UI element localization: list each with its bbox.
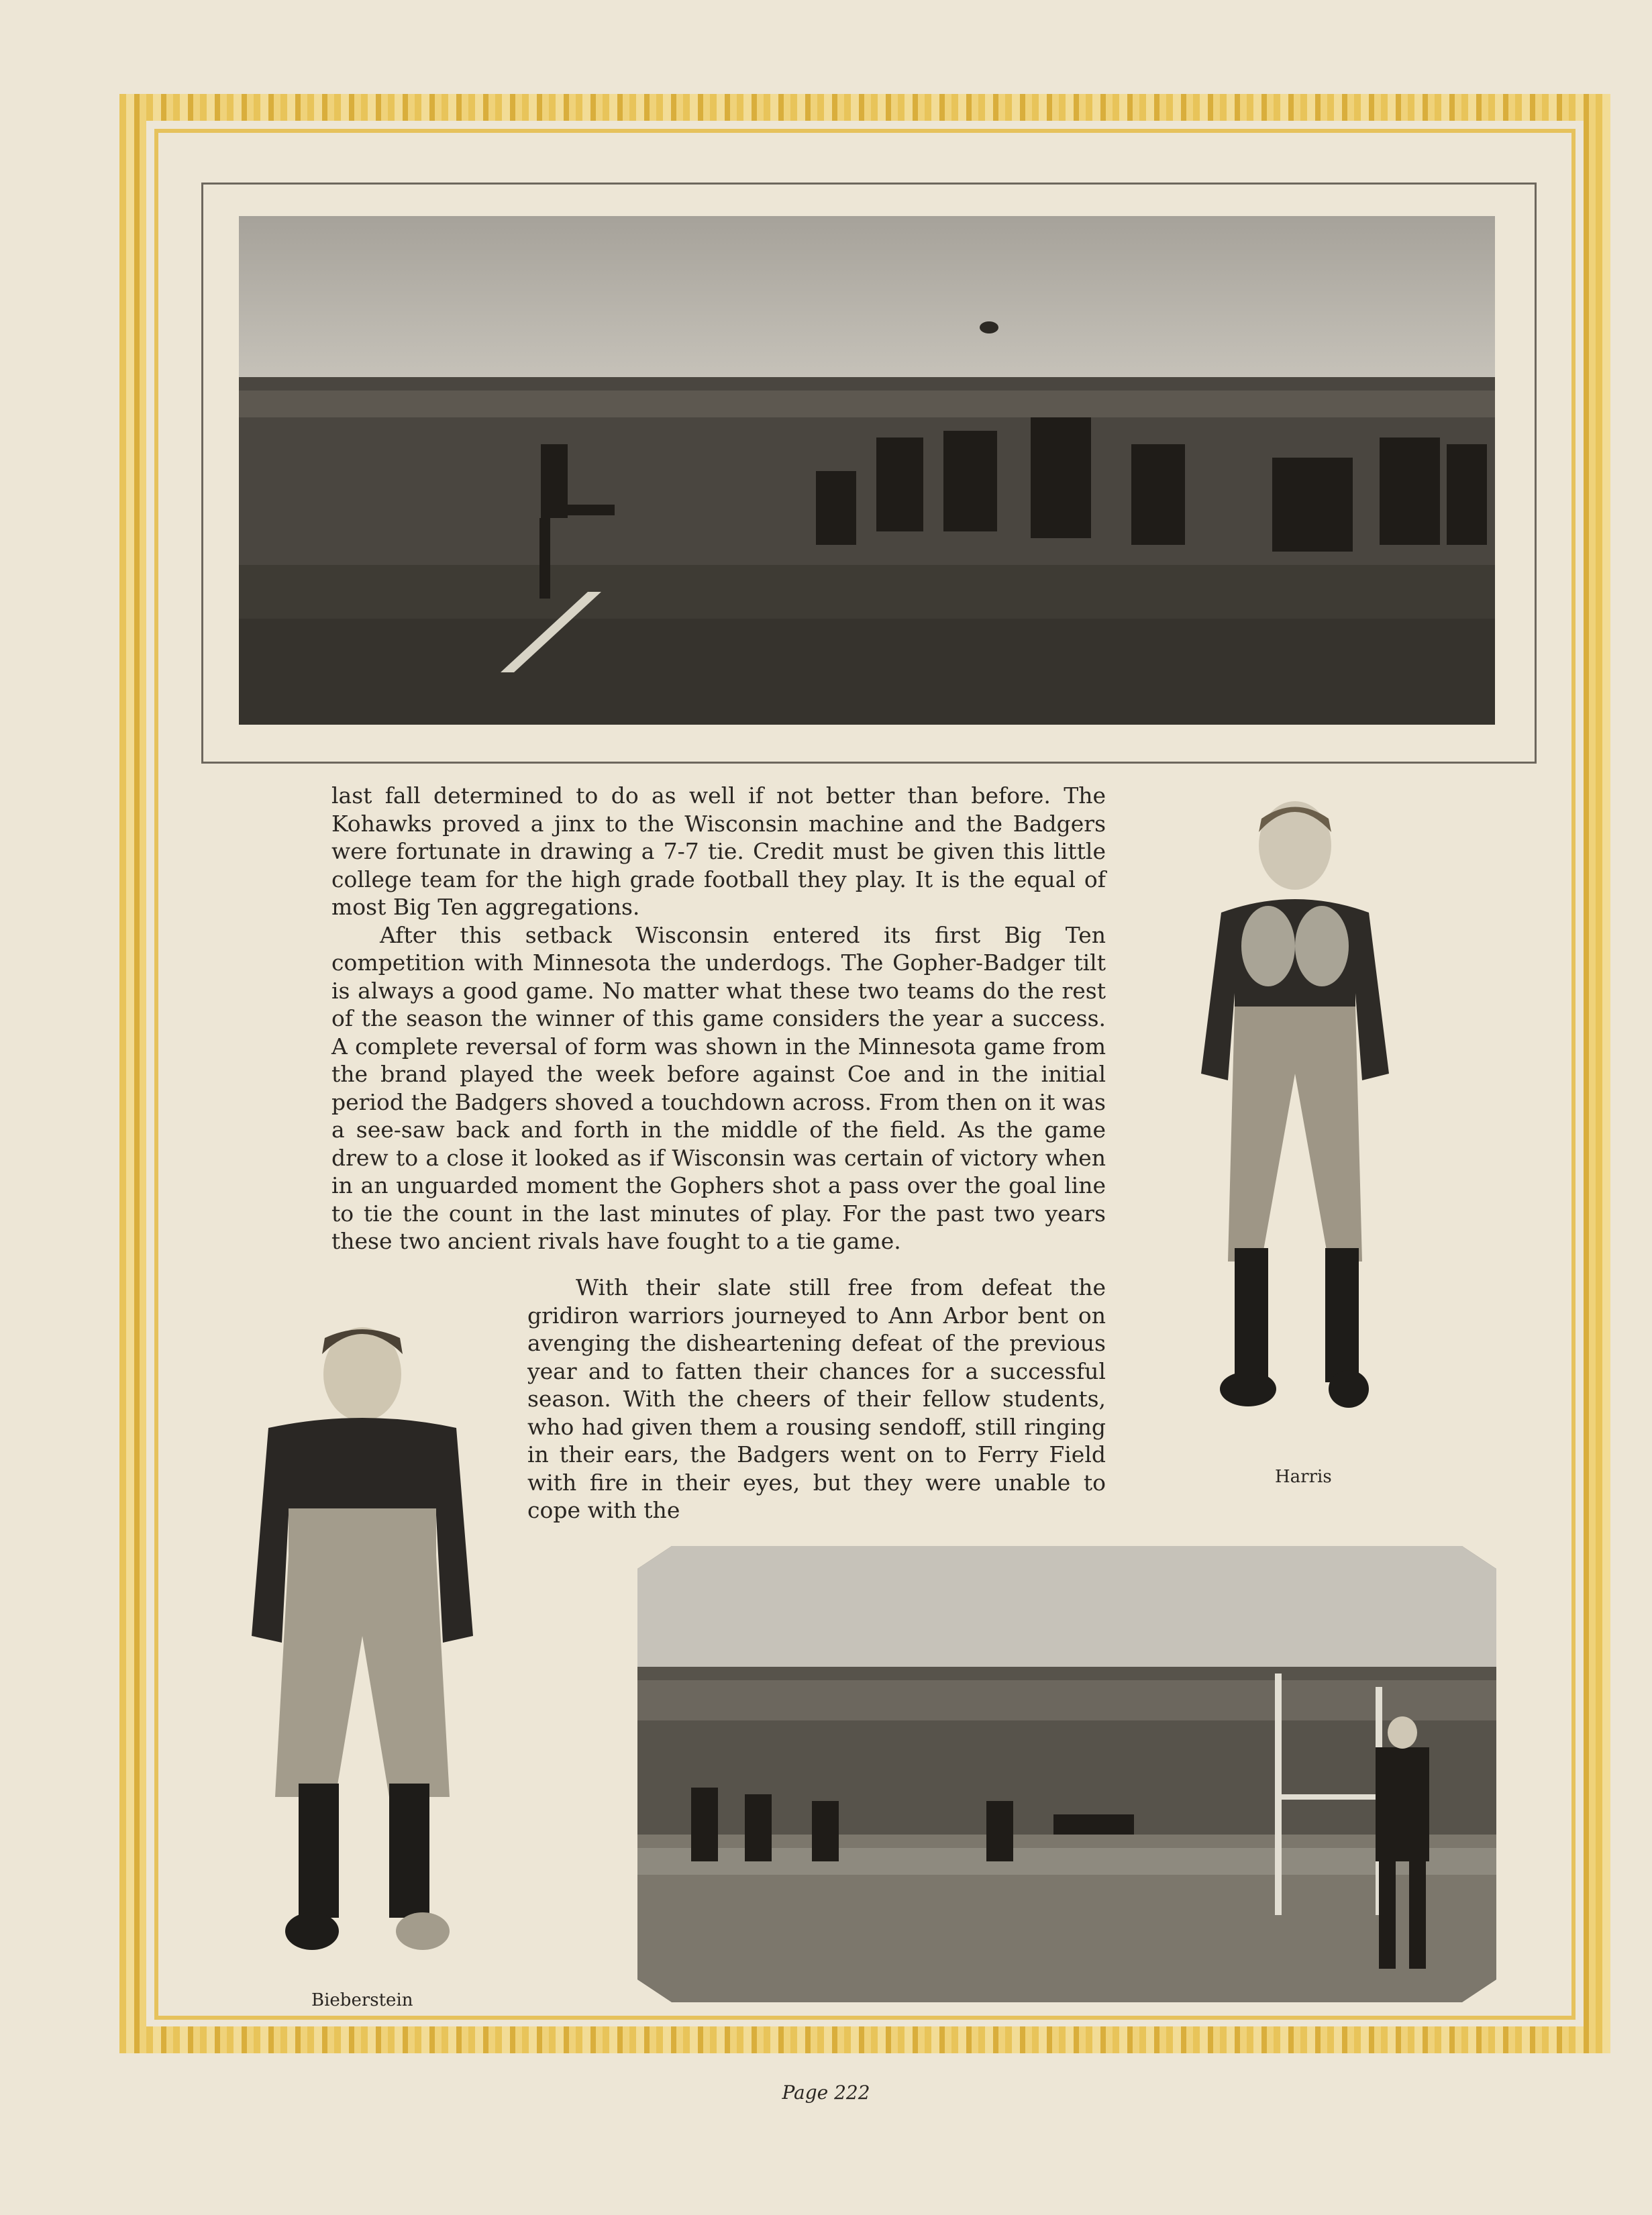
top-football-game-photo xyxy=(239,216,1495,725)
bottom-football-game-photo xyxy=(637,1546,1496,2002)
page-number: Page 222 xyxy=(782,2081,870,2104)
article-text-block-1 xyxy=(331,782,1106,1255)
article-text-block-2 xyxy=(527,1274,1106,1525)
paragraph: last fall determined to do as well if not better than before. The Kohawks proved a jinx to the Wisconsin machine and the Badgers were fortunate in drawing a 7-7 tie. Credit must be given this little college team for the high grade football they play. It is the equal of most Big Ten aggregations. xyxy=(331,782,1106,920)
paragraph: After this setback Wisconsin entered its first Big Ten competition with Minnesota the underdogs. The Gopher-Badger tilt is always a good game. No matter what these two teams do the rest of the season the winner of this game considers the year a success. A complete reversal of form was shown in the Minnesota game from the brand played the week before against Coe and in the initial period the Badgers shoved a touchdown across. From then on it was a see-saw back and forth in the middle of the field. As the game drew to a close it looked as if Wisconsin was certain of victory when in an unguarded moment the Gophers shot a pass over the goal line to tie the count in the last minutes of play. For the past two years these two ancient rivals have fought to a tie game. xyxy=(331,921,1106,1254)
bieberstein-caption: Bieberstein xyxy=(311,1990,413,2010)
harris-caption: Harris xyxy=(1275,1467,1332,1487)
bieberstein-player-photo xyxy=(242,1314,483,1978)
harris-player-photo xyxy=(1194,792,1396,1449)
paragraph: With their slate still free from defeat the gridiron warriors journeyed to Ann Arbor bent on avenging the disheartening defeat of the previous year and to fatten their chances for a successful season. With the cheers of their fellow students, who had given them a rousing sendoff, still ringing in their ears, the Badgers went on to Ferry Field with fire in their eyes, but they were unable to cope with the xyxy=(527,1274,1106,1523)
